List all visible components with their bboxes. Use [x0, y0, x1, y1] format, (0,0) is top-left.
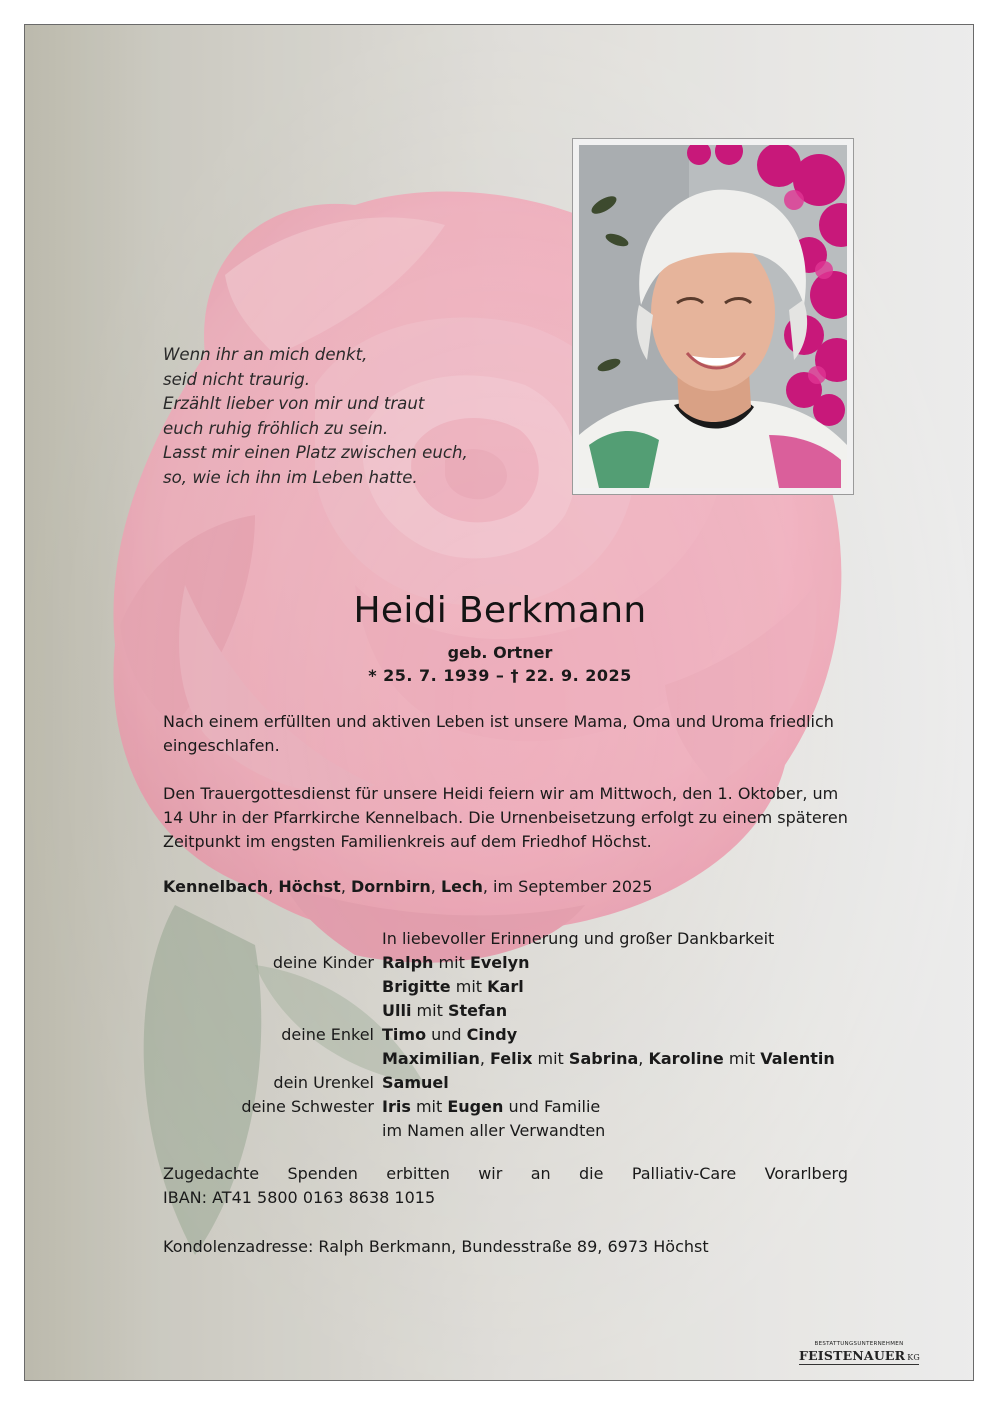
mourner-row: [163, 1095, 863, 1119]
mourners-intro-row: [163, 927, 863, 951]
donation-note: [163, 1162, 848, 1210]
logo-wordmark: FEISTENAUER KG: [799, 1348, 921, 1363]
person-name: Stefan: [447, 1001, 508, 1020]
connector-text: mit: [532, 1049, 569, 1068]
place-name: Lech: [440, 877, 483, 896]
relation-label: [163, 975, 382, 999]
portrait-photo-frame: [572, 138, 854, 495]
poem-line: Erzählt lieber von mir und traut: [163, 394, 425, 413]
obituary-card: [24, 24, 974, 1381]
person-name: Eugen: [447, 1097, 504, 1116]
connector-text: im Namen aller Verwandten: [382, 1121, 606, 1140]
mourner-names: [382, 975, 524, 999]
poem-line: Wenn ihr an mich denkt,: [163, 345, 368, 364]
person-name: Brigitte: [382, 977, 451, 996]
funeral-home-logo: [799, 1341, 919, 1365]
place-name: Dornbirn: [351, 877, 431, 896]
connector-text: und: [426, 1025, 467, 1044]
mourner-names: [382, 1095, 600, 1119]
life-dates: * 25. 7. 1939 – † 22. 9. 2025: [368, 666, 632, 685]
person-name: Timo: [382, 1025, 427, 1044]
mourner-row: [163, 1119, 863, 1143]
place-name: Höchst: [278, 877, 341, 896]
portrait-photo: [579, 145, 847, 488]
connector-text: mit: [433, 953, 470, 972]
poem-line: so, wie ich ihn im Leben hatte.: [163, 467, 418, 487]
person-name: Iris: [382, 1097, 411, 1116]
relation-label: deine Kinder: [272, 953, 374, 972]
connector-text: mit: [450, 977, 488, 996]
person-name: Sabrina: [568, 1049, 639, 1068]
connector-text: ,: [479, 1049, 491, 1068]
person-name: Samuel: [382, 1073, 449, 1092]
poem-line: euch ruhig fröhlich zu sein.: [163, 418, 389, 438]
mourner-row: [163, 975, 863, 999]
connector-text: und Familie: [503, 1097, 601, 1116]
mourners-list: [163, 927, 863, 1143]
mourner-row: [163, 1047, 863, 1071]
donation-line: Zugedachte Spenden erbitten wir an die Palliativ-Care Vorarlberg: [163, 1164, 848, 1183]
mourner-names: [382, 951, 529, 975]
relation-label: deine Enkel: [281, 1025, 374, 1044]
service-paragraph: Den Trauergottesdienst für unsere Heidi feiern wir am Mittwoch, den 1. Oktober, um 14 Uhr in der Pfarrkirche Kennelbach. Die Urnenbeisetzung erfolgt zu einem späteren Zeitpunkt im engsten Familienkreis auf dem Friedhof Höchst.: [163, 784, 848, 851]
relation-label: [163, 1119, 382, 1143]
mourner-names: [382, 1071, 449, 1095]
mourner-row: [163, 999, 863, 1023]
date-text: , im September 2025: [482, 877, 653, 896]
relation-label: [163, 1047, 382, 1071]
relation-label: deine Schwester: [241, 1097, 374, 1116]
connector-text: mit: [410, 1097, 448, 1116]
mourner-names: [382, 999, 507, 1023]
mourner-names: [382, 1047, 835, 1071]
mourner-names: [382, 1023, 517, 1047]
logo-subtitle: BESTATTUNGSUNTERNEHMEN: [814, 1341, 904, 1347]
connector-text: ,: [638, 1049, 649, 1068]
mourner-row: [163, 1023, 863, 1047]
person-name: Evelyn: [469, 953, 530, 972]
person-name: Ulli: [382, 1001, 412, 1020]
connector-text: mit: [723, 1049, 761, 1068]
place-name: Kennelbach: [163, 877, 269, 896]
relation-label: [163, 999, 382, 1023]
relation-label: dein Urenkel: [273, 1073, 374, 1092]
person-name: Valentin: [760, 1049, 835, 1068]
iban-line: IBAN: AT41 5800 0163 8638 1015: [163, 1188, 436, 1207]
memorial-poem: [163, 343, 523, 490]
person-name: Felix: [490, 1049, 533, 1068]
person-name: Maximilian: [382, 1049, 480, 1068]
mourner-row: [163, 1071, 863, 1095]
person-name: Karoline: [648, 1049, 724, 1068]
mourners-intro: In liebevoller Erinnerung und großer Dankbarkeit: [382, 929, 775, 948]
deceased-name: Heidi Berkmann: [353, 590, 647, 631]
connector-text: mit: [411, 1001, 448, 1020]
mourner-row: [163, 951, 863, 975]
poem-line: Lasst mir einen Platz zwischen euch,: [163, 443, 468, 462]
mourner-names: [382, 1119, 605, 1143]
place-date-line: Kennelbach, Höchst, Dornbirn, Lech, im September 2025: [163, 877, 653, 896]
maiden-name: geb. Ortner: [447, 643, 553, 662]
condolence-address: Kondolenzadresse: Ralph Berkmann, Bundesstraße 89, 6973 Höchst: [163, 1237, 709, 1256]
person-name: Cindy: [466, 1025, 518, 1044]
person-name: Karl: [487, 977, 524, 996]
person-name: Ralph: [382, 953, 434, 972]
poem-line: seid nicht traurig.: [163, 369, 311, 389]
announcement-paragraph: Nach einem erfüllten und aktiven Leben ist unsere Mama, Oma und Uroma friedlich eingeschlafen.: [163, 712, 834, 755]
